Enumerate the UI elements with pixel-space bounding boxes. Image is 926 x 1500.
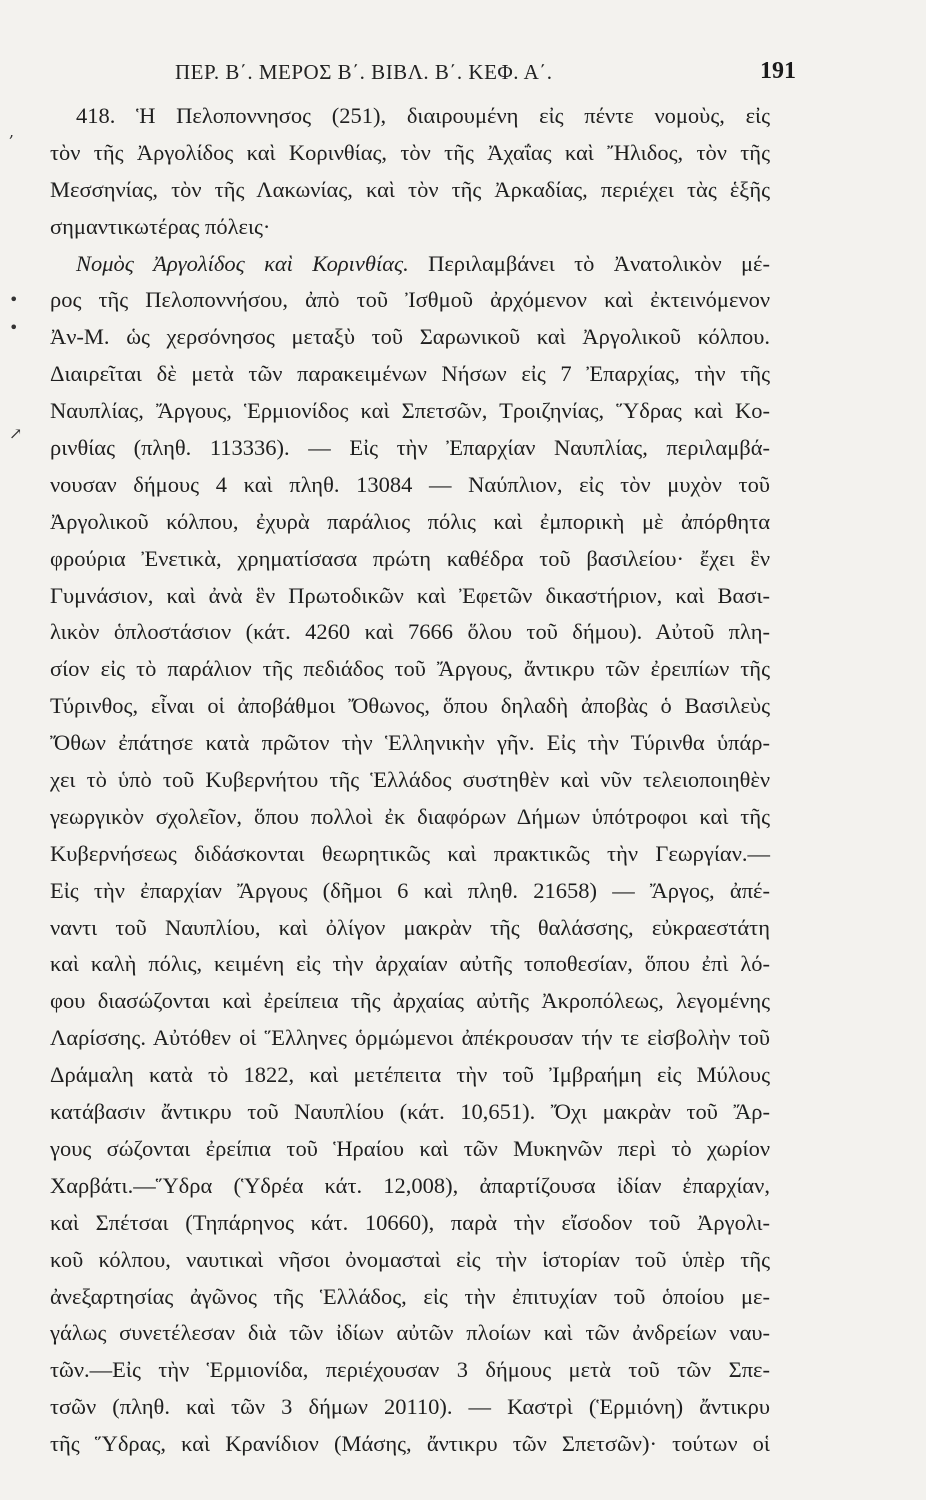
text-line: τσῶν (πληθ. καὶ τῶν 3 δήμων 20110). — Καστρὶ (Ἑρμιόνη) ἄντικρυ bbox=[50, 1394, 770, 1420]
text-line: κατάβασιν ἄντικρυ τοῦ Ναυπλίου (κάτ. 10,651). Ὄχι μακρὰν τοῦ Ἄρ- bbox=[50, 1099, 770, 1125]
running-head bbox=[175, 58, 796, 90]
body-text bbox=[50, 98, 770, 1463]
text-line: Γυμνάσιον, καὶ ἀνὰ ἓν Πρωτοδικῶν καὶ Ἐφετῶν δικαστήριον, καὶ Βασι- bbox=[50, 582, 770, 608]
section-heading: Νομὸς Ἀργολίδος καὶ Κορινθίας. bbox=[76, 250, 409, 276]
text-line: γεωργικὸν σχολεῖον, ὅπου πολλοὶ ἐκ διαφόρων Δήμων ὑπότροφοι καὶ τῆς bbox=[50, 803, 770, 829]
text-line: Διαιρεῖται δὲ μετὰ τῶν παρακειμένων Νήσων εἰς 7 Ἐπαρχίας, τὴν τῆς bbox=[50, 361, 770, 387]
running-title: ΠΕΡ. Β΄. ΜΕΡΟΣ Β΄. ΒΙΒΛ. Β΄. ΚΕΦ. Α΄. bbox=[175, 60, 553, 84]
text-line: φρούρια Ἐνετικὰ, χρηματίσασα πρώτη καθέδρα τοῦ βασιλείου· ἔχει ἓν bbox=[50, 545, 770, 571]
text-line: τῶν.—Εἰς τὴν Ἑρμιονίδα, περιέχουσαν 3 δήμους μετὰ τοῦ τῶν Σπε- bbox=[50, 1357, 770, 1383]
text-line: Εἰς τὴν ἐπαρχίαν Ἄργους (δῆμοι 6 καὶ πληθ. 21658) — Ἄργος, ἀπέ- bbox=[50, 877, 770, 903]
text-line: χει τὸ ὑπὸ τοῦ Κυβερνήτου τῆς Ἑλλάδος συστηθὲν καὶ νῦν τελειοποιηθὲν bbox=[50, 767, 770, 793]
text-line: κοῦ κόλπου, ναυτικαὶ νῆσοι ὀνομασταὶ εἰς τὴν ἱστορίαν τοῦ ὑπὲρ τῆς bbox=[50, 1246, 770, 1272]
text-line: Ναυπλίας, Ἄργους, Ἑρμιονίδος καὶ Σπετσῶν, Τροιζηνίας, Ὕδρας καὶ Κο- bbox=[50, 398, 770, 424]
text-line: ναντι τοῦ Ναυπλίου, καὶ ὀλίγον μακρὰν τῆς θαλάσσης, εὐκραεστάτη bbox=[50, 914, 770, 940]
text-line: σίον εἰς τὸ παράλιον τῆς πεδιάδος τοῦ Ἄργους, ἄντικρυ τῶν ἐρειπίων τῆς bbox=[50, 656, 770, 682]
text-line: τὸν τῆς Ἀργολίδος καὶ Κορινθίας, τὸν τῆς Ἀχαΐας καὶ Ἤλιδος, τὸν τῆς bbox=[50, 139, 770, 165]
margin-mark: , bbox=[9, 122, 15, 141]
text-line: ρινθίας (πληθ. 113336). — Εἰς τὴν Ἐπαρχίαν Ναυπλίας, περιλαμβά- bbox=[50, 435, 770, 461]
text-line: καὶ Σπέτσαι (Τηπάρηνος κάτ. 10660), παρὰ τὴν εἴσοδον τοῦ Ἀργολι- bbox=[50, 1209, 770, 1235]
text-line: Δράμαλη κατὰ τὸ 1822, καὶ μετέπειτα τὴν τοῦ Ἰμβραήμη εἰς Μύλους bbox=[50, 1062, 770, 1088]
text-line: γους σώζονται ἐρείπια τοῦ Ἡραίου καὶ τῶν Μυκηνῶν περὶ τὸ χωρίον bbox=[50, 1135, 770, 1161]
text-line: Τύρινθος, εἶναι οἱ ἀποβάθμοι Ὄθωνος, ὅπου δηλαδὴ ἀποβὰς ὁ Βασιλεὺς bbox=[50, 693, 770, 719]
text-line: Ἀν-Μ. ὡς χερσόνησος μεταξὺ τοῦ Σαρωνικοῦ καὶ Ἀργολικοῦ κόλπου. bbox=[50, 324, 770, 350]
margin-mark: • bbox=[9, 290, 19, 309]
text-line: λικὸν ὁπλοστάσιον (κάτ. 4260 καὶ 7666 ὅλου τοῦ δήμου). Αὐτοῦ πλη- bbox=[50, 619, 770, 645]
text-line: γάλως συνετέλεσαν διὰ τῶν ἰδίων αὐτῶν πλοίων καὶ τῶν ἀνδρείων ναυ- bbox=[50, 1320, 770, 1346]
text-line: φου διασώζονται καὶ ἐρείπεια τῆς ἀρχαίας αὐτῆς Ἀκροπόλεως, λεγομένης bbox=[50, 988, 770, 1014]
margin-mark: ↗ bbox=[9, 424, 23, 443]
text-line: Ὄθων ἐπάτησε κατὰ πρῶτον τὴν Ἑλληνικὴν γῆν. Εἰς τὴν Τύρινθα ὑπάρ- bbox=[50, 730, 770, 756]
text-line: τῆς Ὕδρας, καὶ Κρανίδιον (Μάσης, ἄντικρυ τῶν Σπετσῶν)· τούτων οἱ bbox=[50, 1431, 770, 1457]
text-line: Νομὸς Ἀργολίδος καὶ Κορινθίας. Περιλαμβάνει τὸ Ἀνατολικὸν μέ- bbox=[76, 250, 770, 276]
text-line: Μεσσηνίας, τὸν τῆς Λακωνίας, καὶ τὸν τῆς Ἀρκαδίας, περιέχει τὰς ἑξῆς bbox=[50, 176, 770, 202]
text-line: νουσαν δήμους 4 καὶ πληθ. 13084 — Ναύπλιον, εἰς τὸν μυχὸν τοῦ bbox=[50, 471, 770, 497]
text-line: Κυβερνήσεως διδάσκονται θεωρητικῶς καὶ πρακτικῶς τὴν Γεωργίαν.— bbox=[50, 840, 770, 866]
text-line: 418. Ἡ Πελοποννησος (251), διαιρουμένη εἰς πέντε νομοὺς, εἰς bbox=[76, 103, 770, 128]
text-line: Ἀργολικοῦ κόλπου, ἐχυρὰ παράλιος πόλις καὶ ἐμπορικὴ μὲ ἀπόρθητα bbox=[50, 508, 770, 534]
text-line: Λαρίσσης. Αὐτόθεν οἱ Ἕλληνες ὁρμώμενοι ἀπέκρουσαν τήν τε εἰσβολὴν τοῦ bbox=[50, 1025, 770, 1051]
page-number: 191 bbox=[760, 58, 796, 84]
text-line: ρος τῆς Πελοποννήσου, ἀπὸ τοῦ Ἰσθμοῦ ἀρχόμενον καὶ ἐκτεινόμενον bbox=[50, 287, 770, 313]
margin-mark: • bbox=[9, 318, 19, 337]
text-line: σημαντικωτέρας πόλεις· bbox=[50, 213, 271, 239]
text-line: καὶ καλὴ πόλις, κειμένη εἰς τὴν ἀρχαίαν αὐτῆς τοποθεσίαν, ὅπου ἐπὶ λό- bbox=[50, 951, 770, 977]
text-line: Χαρβάτι.—Ὕδρα (Ὑδρέα κάτ. 12,008), ἀπαρτίζουσα ἰδίαν ἐπαρχίαν, bbox=[50, 1172, 770, 1198]
text-line: ἀνεξαρτησίας ἀγῶνος τῆς Ἑλλάδος, εἰς τὴν ἐπιτυχίαν τοῦ ὁποίου με- bbox=[50, 1283, 770, 1309]
